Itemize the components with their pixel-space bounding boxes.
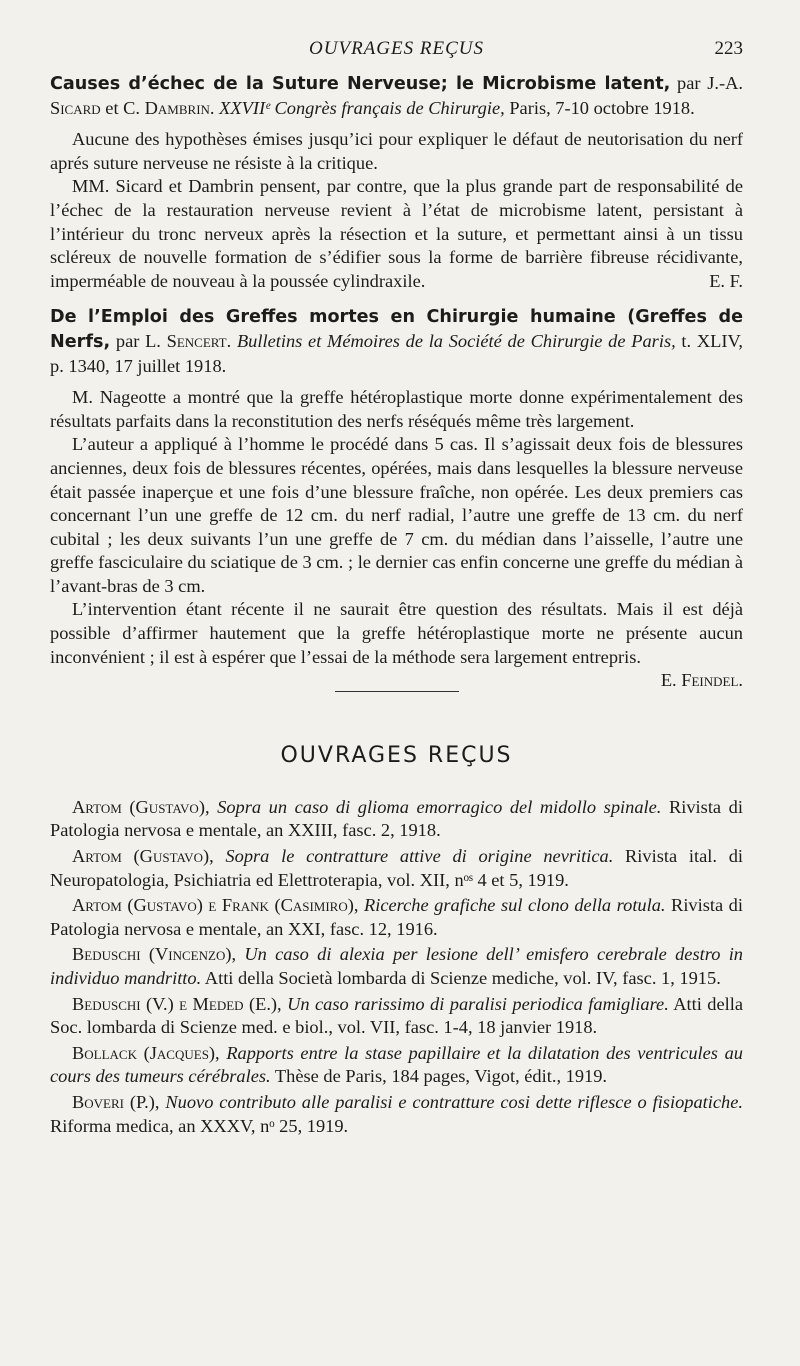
page-body [50,72,743,1140]
review-paragraph [50,175,743,293]
author-dambrin: Dambrin [144,97,210,118]
paragraph-text: MM. Sicard et Dambrin pensent, par contre, que la plus grande part de responsabilité de l’échec de la restauration nerveuse revient à l’état de microbisme latent, persistant à l’intérieur du tronc nerveux après la résection et la suture, et permettant ainsi à un tissu scléreux de nouvelle formation de s’édifier sous la forme de barrière fibreuse récidivante, imperméable de nouveau à la poussée cylindraxile. [50,176,743,291]
paragraph-text: L’intervention étant récente il ne saurait être question des résultats. Mais il est déjà possible d’affirmer hautement que la greffe hétéroplastique morte ne présente aucun inconvénient ; il est à espérer que l’essai de la méthode sera largement entrepris. [50,599,743,667]
review-sencert [50,305,744,691]
venue: Bulletins et Mémoires de la Société de Chirurgie de Paris, [236,330,676,351]
page-number: 223 [714,38,743,59]
article-title: De l’Emploi des Greffes mortes en Chirurgie humaine (Greffes de Nerfs, [50,307,743,352]
review-paragraph: Aucune des hypothèses émises jusqu’ici pour expliquer le défaut de neutorisation du nerf aprés suture nerveuse ne résiste à la critique. [50,129,743,173]
reviewer-signature: E. Feindel. [660,670,743,691]
title-and: et C. [100,97,145,118]
review-title [50,305,743,378]
reviewer-signature: E. F. [709,270,743,291]
book-entry [50,1042,743,1089]
author-sencert: Sencert [166,330,227,351]
book-author: Boveri (P.), [72,1091,160,1112]
book-title: Sopra un caso di glioma emorragico del midollo spinale. [217,796,662,817]
running-header [50,38,743,64]
book-entry [50,993,743,1040]
book-author: Artom (Gustavo) e Frank (Casimiro), [72,895,359,916]
book-author: Beduschi (V.) e Meded (E.), [72,993,282,1014]
book-title: Nuovo contributo alle paralisi e contratture cosi dette riflesce o fisiopatiche. [165,1091,743,1112]
book-details: Rivista di Patologia nervosa e mentale, an XXI, fasc. 12, 1916. [50,895,743,939]
book-entry [50,796,743,843]
book-details: Atti della Soc. lombarda di Scienze med. e biol., vol. VII, fasc. 1-4, 18 janvier 1918. [50,993,743,1038]
section-heading: OUVRAGES REÇUS [280,743,513,769]
title-by: par J.-A. [670,73,743,93]
review-paragraph [50,598,743,691]
book-author: Bollack (Jacques), [72,1042,220,1063]
review-title [50,72,743,120]
book-title: Un caso rarissimo di paralisi periodica famigliare. [287,993,669,1014]
book-title: Rapports entre la stase papillaire et la dilatation des ventricules au cours des tumeurs cérébrales. [50,1042,743,1087]
book-entry [50,1091,743,1138]
book-details: Rivista ital. di Neuropatologia, Psichiatria ed Elettroterapia, vol. XII, nᵒˢ 4 et 5, 1919. [50,846,743,890]
book-author: Artom (Gustavo), [72,846,214,867]
title-sep: . [209,97,220,118]
article-title: Causes d’échec de la Suture Nerveuse; le Microbisme latent, [50,74,671,94]
received-books-list [50,796,743,1138]
book-author: Artom (Gustavo), [72,796,210,817]
book-entry [50,894,743,941]
book-title: Sopra le contratture attive di origine nevritica. [225,846,614,867]
author-sicard: Sicard [50,97,101,118]
book-title: Ricerche grafiche sul clono della rotula. [364,895,666,916]
review-paragraph: L’auteur a appliqué à l’homme le procédé dans 5 cas. Il s’agissait deux fois de blessures anciennes, deux fois de blessures récentes, opérées, mais dans lesquelles la blessure nerveuse était passée inaperçue et une fois d’une blessure fraîche, non opérée. Les deux premiers cas concernant l’un une greffe de 12 cm. du nerf radial, l’autre une greffe de 13 cm. du nerf cubital ; les deux suivants l’un une greffe de 7 cm. du médian dans l’aisselle, l’autre une greffe fasciculaire du sciatique de 3 cm. ; le dernier cas enfin concerne une greffe du médian à l’avant-bras de 3 cm. [50,434,743,596]
title-sep: . [226,330,237,351]
book-details: Rivista di Patologia nervosa e mentale, an XXIII, fasc. 2, 1918. [50,796,743,841]
book-details: Thèse de Paris, 184 pages, Vigot, édit., 1919. [270,1066,608,1087]
publication-details: t. XLIV, p. 1340, 17 juillet 1918. [50,330,744,376]
book-title: Un caso di alexia per lesione dell’ emisfero cerebrale destro in individuo mandritto. [50,944,743,988]
running-title: OUVRAGES REÇUS [309,38,484,59]
book-author: Beduschi (Vincenzo), [72,944,237,965]
publication-details: Paris, 7-10 octobre 1918. [504,97,695,118]
book-details: Riforma medica, an XXXV, nᵒ 25, 1919. [50,1115,349,1136]
book-entry [50,845,743,892]
book-details: Atti della Società lombarda di Scienze mediche, vol. IV, fasc. 1, 1915. [201,968,721,988]
book-entry [50,943,743,990]
venue: XXVIIᵉ Congrès français de Chirurgie, [219,97,505,118]
review-sicard-dambrin [50,72,743,293]
review-paragraph: M. Nageotte a montré que la greffe hétéroplastique morte donne expérimentalement des résultats parfaits dans la reconstitution des nerfs réséqués même très largement. [50,387,743,431]
section-divider [335,691,459,692]
title-by: par L. [110,330,167,351]
